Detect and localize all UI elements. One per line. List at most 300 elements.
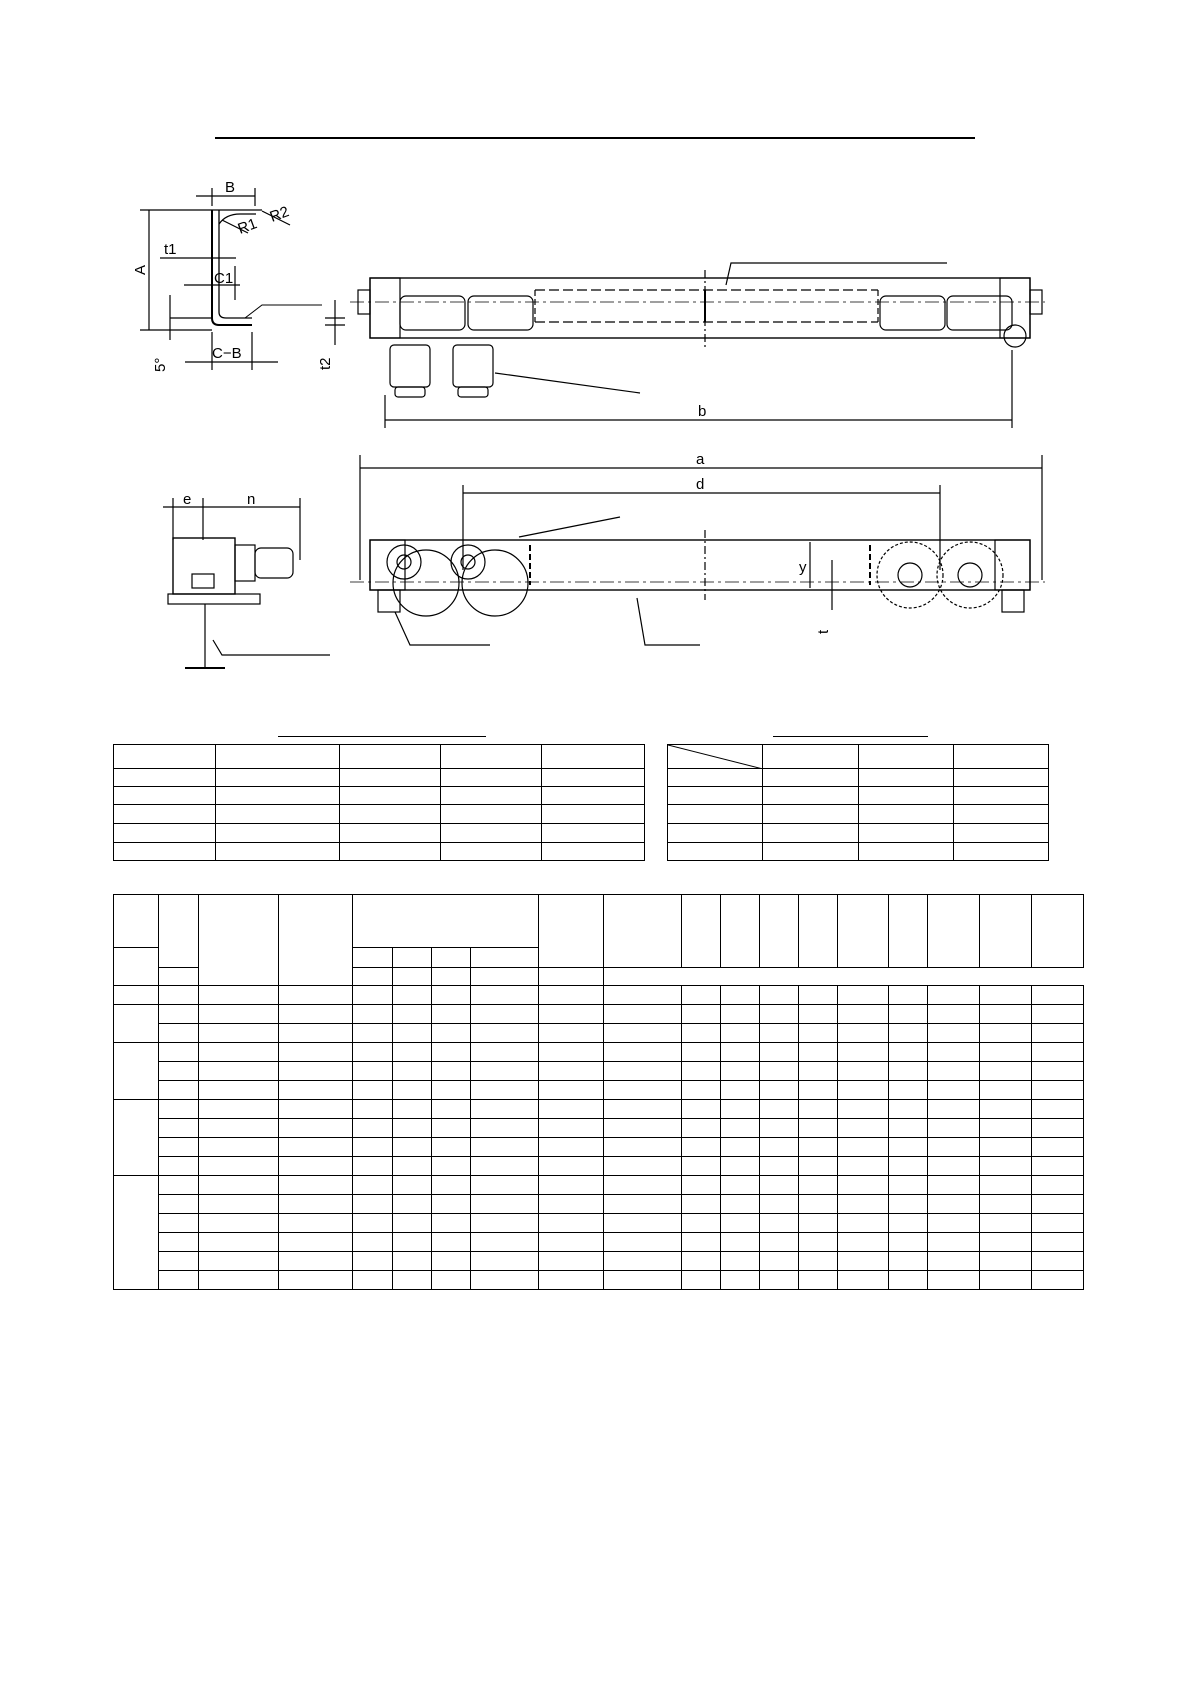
table-cell xyxy=(763,843,859,861)
table-cell xyxy=(838,1195,888,1214)
table-cell xyxy=(279,1062,353,1081)
table-cell xyxy=(799,1195,838,1214)
table-cell xyxy=(431,1176,470,1195)
table-cell xyxy=(353,1176,392,1195)
table-cell xyxy=(760,1100,799,1119)
table-cell xyxy=(340,843,441,861)
table-cell xyxy=(760,986,799,1005)
table-cell xyxy=(392,948,431,968)
left-spec-table xyxy=(113,744,645,861)
table-cell xyxy=(159,1043,199,1062)
table-cell xyxy=(799,986,838,1005)
table-cell xyxy=(441,745,542,769)
table-cell xyxy=(799,1138,838,1157)
table-cell xyxy=(1031,1138,1083,1157)
table-cell xyxy=(721,1119,760,1138)
table-cell xyxy=(838,1081,888,1100)
table-cell xyxy=(979,1043,1031,1062)
table-cell xyxy=(470,1176,538,1195)
table-cell xyxy=(470,1252,538,1271)
table-cell xyxy=(682,1195,721,1214)
table-cell xyxy=(682,1100,721,1119)
table-cell xyxy=(538,1005,603,1024)
table-cell xyxy=(927,1252,979,1271)
technical-drawing xyxy=(0,0,1191,700)
table-cell xyxy=(760,1233,799,1252)
table-cell xyxy=(159,968,199,986)
table-cell xyxy=(392,1081,431,1100)
label-d: d xyxy=(696,476,705,493)
table-cell xyxy=(538,968,603,986)
table-cell xyxy=(799,1271,838,1290)
table-cell xyxy=(888,1024,927,1043)
table-cell xyxy=(760,1252,799,1271)
table-cell xyxy=(682,1005,721,1024)
table-cell xyxy=(470,1062,538,1081)
table-cell xyxy=(159,1157,199,1176)
label-t: t xyxy=(815,629,832,634)
table-cell xyxy=(927,986,979,1005)
table-cell xyxy=(279,1119,353,1138)
table-cell xyxy=(668,787,763,805)
table-cell xyxy=(340,787,441,805)
table-cell xyxy=(199,1119,279,1138)
table-cell xyxy=(603,1081,681,1100)
table-cell xyxy=(441,824,542,843)
table-cell xyxy=(721,1024,760,1043)
table-cell xyxy=(114,1005,159,1043)
table-cell xyxy=(159,1081,199,1100)
table-cell xyxy=(470,1100,538,1119)
table-cell xyxy=(216,805,340,824)
right-spec-table xyxy=(667,744,1049,861)
table-cell xyxy=(1031,1233,1083,1252)
label-C-minus-B: C−B xyxy=(212,345,242,362)
table-cell xyxy=(114,805,216,824)
table-cell xyxy=(340,769,441,787)
table-row xyxy=(114,1214,1084,1233)
table-cell xyxy=(760,1157,799,1176)
table-cell xyxy=(888,1271,927,1290)
table-cell xyxy=(538,1214,603,1233)
table-cell xyxy=(340,824,441,843)
table-cell xyxy=(763,824,859,843)
table-cell xyxy=(1031,1024,1083,1043)
table-cell xyxy=(721,1252,760,1271)
table-cell xyxy=(763,805,859,824)
table-cell xyxy=(838,1176,888,1195)
table-cell xyxy=(114,1043,159,1100)
table-cell xyxy=(159,1176,199,1195)
table-row xyxy=(114,1043,1084,1062)
table-row xyxy=(114,1005,1084,1024)
table-cell xyxy=(159,1100,199,1119)
table-cell xyxy=(1031,1005,1083,1024)
table-cell xyxy=(1031,1271,1083,1290)
table-cell xyxy=(838,1024,888,1043)
table-cell xyxy=(542,824,645,843)
table-cell xyxy=(682,1157,721,1176)
table-cell xyxy=(199,1271,279,1290)
table-cell xyxy=(603,1024,681,1043)
table-cell xyxy=(431,986,470,1005)
table-cell xyxy=(954,805,1049,824)
table-cell xyxy=(542,787,645,805)
table-cell xyxy=(979,1138,1031,1157)
table-cell xyxy=(159,895,199,968)
table-cell xyxy=(114,986,159,1005)
table-cell xyxy=(888,1252,927,1271)
table-cell xyxy=(199,1157,279,1176)
table-cell xyxy=(279,1138,353,1157)
table-cell xyxy=(431,948,470,968)
table-cell xyxy=(838,1233,888,1252)
table-cell xyxy=(431,1062,470,1081)
table-cell xyxy=(353,1214,392,1233)
table-cell xyxy=(927,1100,979,1119)
table-cell xyxy=(199,1214,279,1233)
table-cell xyxy=(760,895,799,968)
table-cell xyxy=(431,1100,470,1119)
table-row xyxy=(114,1100,1084,1119)
diagonal-header-cell xyxy=(668,745,763,769)
table-cell xyxy=(927,1271,979,1290)
table-cell xyxy=(888,1138,927,1157)
table-cell xyxy=(721,1176,760,1195)
table-cell xyxy=(159,1024,199,1043)
table-cell xyxy=(721,986,760,1005)
table-cell xyxy=(979,1062,1031,1081)
table-row xyxy=(114,986,1084,1005)
table-cell xyxy=(954,769,1049,787)
table-cell xyxy=(199,1024,279,1043)
table-cell xyxy=(603,1062,681,1081)
table-cell xyxy=(199,1176,279,1195)
table-cell xyxy=(859,769,954,787)
table-cell xyxy=(159,1119,199,1138)
table-cell xyxy=(431,1024,470,1043)
table-cell xyxy=(431,968,470,986)
table-cell xyxy=(538,1081,603,1100)
table-cell xyxy=(392,1271,431,1290)
table-cell xyxy=(888,986,927,1005)
table-cell xyxy=(199,1005,279,1024)
table-cell xyxy=(431,1271,470,1290)
table-cell xyxy=(603,1138,681,1157)
table-cell xyxy=(838,1252,888,1271)
table-cell xyxy=(353,1252,392,1271)
table-cell xyxy=(603,1157,681,1176)
table-header-row xyxy=(114,895,1084,948)
table-cell xyxy=(760,1271,799,1290)
table-cell xyxy=(353,1138,392,1157)
table-cell xyxy=(888,1062,927,1081)
table-cell xyxy=(538,1119,603,1138)
table-cell xyxy=(603,1233,681,1252)
table-cell xyxy=(542,843,645,861)
table-cell xyxy=(470,1024,538,1043)
table-cell xyxy=(682,1271,721,1290)
table-row xyxy=(114,1176,1084,1195)
table-cell xyxy=(1031,1081,1083,1100)
table-cell xyxy=(799,1176,838,1195)
table-cell xyxy=(353,1119,392,1138)
table-cell xyxy=(441,843,542,861)
table-cell xyxy=(470,1005,538,1024)
table-cell xyxy=(392,1176,431,1195)
table-cell xyxy=(838,1043,888,1062)
table-row xyxy=(114,1233,1084,1252)
table-cell xyxy=(470,1081,538,1100)
table-cell xyxy=(159,1271,199,1290)
table-cell xyxy=(721,895,760,968)
table-cell xyxy=(199,1233,279,1252)
table-cell xyxy=(979,1195,1031,1214)
channel-cross-section xyxy=(140,188,345,370)
table-cell xyxy=(1031,1195,1083,1214)
diagonal-line xyxy=(668,745,763,769)
table-cell xyxy=(159,1195,199,1214)
table-cell xyxy=(799,1081,838,1100)
label-y: y xyxy=(799,559,807,576)
table-cell xyxy=(888,1157,927,1176)
table-cell xyxy=(159,1214,199,1233)
table-cell xyxy=(353,1062,392,1081)
table-cell xyxy=(668,769,763,787)
table-cell xyxy=(392,1062,431,1081)
table-cell xyxy=(859,745,954,769)
table-cell xyxy=(979,1176,1031,1195)
table-cell xyxy=(470,1214,538,1233)
table-cell xyxy=(392,1252,431,1271)
table-cell xyxy=(603,1100,681,1119)
table-cell xyxy=(538,1138,603,1157)
table-cell xyxy=(603,1119,681,1138)
table-cell xyxy=(838,1062,888,1081)
table-cell xyxy=(114,1176,159,1290)
table-cell xyxy=(682,1176,721,1195)
table-cell xyxy=(859,843,954,861)
table-cell xyxy=(927,1005,979,1024)
table-cell xyxy=(279,1195,353,1214)
label-5-deg: 5° xyxy=(152,357,169,372)
table-cell xyxy=(431,1138,470,1157)
motor-end-view xyxy=(163,498,330,668)
table-cell xyxy=(763,745,859,769)
table-cell xyxy=(353,1233,392,1252)
table-cell xyxy=(353,968,392,986)
table-cell xyxy=(838,1214,888,1233)
table-cell xyxy=(721,1081,760,1100)
table-cell xyxy=(799,1214,838,1233)
table-row xyxy=(114,1119,1084,1138)
table-cell xyxy=(441,805,542,824)
table-cell xyxy=(199,1138,279,1157)
table-cell xyxy=(888,1214,927,1233)
table-cell xyxy=(838,895,888,968)
table-cell xyxy=(1031,1100,1083,1119)
table-cell xyxy=(682,1119,721,1138)
table-cell xyxy=(392,1024,431,1043)
table-cell xyxy=(392,1119,431,1138)
table-cell xyxy=(760,1081,799,1100)
table-cell xyxy=(799,1024,838,1043)
table-cell xyxy=(538,1100,603,1119)
table-cell xyxy=(114,769,216,787)
table-cell xyxy=(216,843,340,861)
table-cell xyxy=(603,1252,681,1271)
table-cell xyxy=(1031,1119,1083,1138)
table-cell xyxy=(979,1100,1031,1119)
table-cell xyxy=(927,1119,979,1138)
table-cell xyxy=(1031,1214,1083,1233)
table-cell xyxy=(760,1119,799,1138)
table-cell xyxy=(431,1195,470,1214)
table-cell xyxy=(392,1214,431,1233)
table-cell xyxy=(603,1005,681,1024)
table-cell xyxy=(927,1233,979,1252)
table-cell xyxy=(927,1157,979,1176)
table-cell xyxy=(1031,1176,1083,1195)
table-cell xyxy=(838,1271,888,1290)
table-cell xyxy=(538,895,603,968)
table-cell xyxy=(888,1043,927,1062)
table-cell xyxy=(431,1233,470,1252)
table-cell xyxy=(392,968,431,986)
table-cell xyxy=(603,1271,681,1290)
table-cell xyxy=(199,895,279,986)
table-row xyxy=(114,1024,1084,1043)
table-row xyxy=(114,1138,1084,1157)
table-cell xyxy=(760,1195,799,1214)
table-row xyxy=(114,1271,1084,1290)
table-cell xyxy=(353,1005,392,1024)
table-cell xyxy=(888,895,927,968)
table-cell xyxy=(979,1005,1031,1024)
table-cell xyxy=(1031,895,1083,968)
table-cell xyxy=(538,1233,603,1252)
table-cell xyxy=(431,1252,470,1271)
table-cell xyxy=(760,1024,799,1043)
table-cell xyxy=(114,843,216,861)
table-cell xyxy=(721,1005,760,1024)
table-cell xyxy=(392,1100,431,1119)
table-cell xyxy=(353,1081,392,1100)
table-cell xyxy=(682,1043,721,1062)
table-cell xyxy=(199,1100,279,1119)
table-cell xyxy=(603,1043,681,1062)
table-cell xyxy=(538,1176,603,1195)
table-cell xyxy=(431,1157,470,1176)
table-cell xyxy=(279,1233,353,1252)
table-cell xyxy=(838,1005,888,1024)
table-cell xyxy=(979,1081,1031,1100)
table-cell xyxy=(603,895,681,968)
table-cell xyxy=(763,787,859,805)
table-cell xyxy=(159,1233,199,1252)
table-cell xyxy=(838,986,888,1005)
table-cell xyxy=(431,1005,470,1024)
table-cell xyxy=(799,1100,838,1119)
table-cell xyxy=(721,1214,760,1233)
table-cell xyxy=(114,745,216,769)
table-cell xyxy=(279,1081,353,1100)
table-cell xyxy=(542,769,645,787)
table-cell xyxy=(353,1024,392,1043)
table-cell xyxy=(216,745,340,769)
table-cell xyxy=(199,986,279,1005)
table-cell xyxy=(538,1024,603,1043)
table-cell xyxy=(979,1119,1031,1138)
label-R2: R2 xyxy=(267,203,292,226)
table-cell xyxy=(603,1214,681,1233)
table-cell xyxy=(721,1157,760,1176)
table-cell xyxy=(954,745,1049,769)
table-cell xyxy=(888,1081,927,1100)
table-cell xyxy=(682,1062,721,1081)
table-cell xyxy=(888,1233,927,1252)
table-cell xyxy=(199,1252,279,1271)
table-cell xyxy=(1031,986,1083,1005)
table-cell xyxy=(721,1271,760,1290)
table-cell xyxy=(199,1062,279,1081)
label-R1: R1 xyxy=(235,215,260,238)
table-cell xyxy=(353,1157,392,1176)
table-cell xyxy=(159,1138,199,1157)
table-cell xyxy=(199,1195,279,1214)
table-cell xyxy=(760,1176,799,1195)
table-cell xyxy=(538,1043,603,1062)
table-cell xyxy=(799,1157,838,1176)
table-cell xyxy=(668,805,763,824)
table-cell xyxy=(979,1233,1031,1252)
table-cell xyxy=(538,1252,603,1271)
table-cell xyxy=(682,1138,721,1157)
label-b: b xyxy=(698,403,707,420)
table-cell xyxy=(927,1062,979,1081)
table-cell xyxy=(353,1100,392,1119)
table-cell xyxy=(441,787,542,805)
table-cell xyxy=(838,1157,888,1176)
label-e: e xyxy=(183,491,192,508)
table-cell xyxy=(1031,1157,1083,1176)
table-cell xyxy=(392,986,431,1005)
table-cell xyxy=(279,1214,353,1233)
table-cell xyxy=(114,787,216,805)
table-cell xyxy=(927,1081,979,1100)
table-cell xyxy=(279,1157,353,1176)
table-cell xyxy=(199,1081,279,1100)
table-cell xyxy=(392,1043,431,1062)
table-cell xyxy=(927,1024,979,1043)
table-cell xyxy=(682,986,721,1005)
table-cell xyxy=(760,1214,799,1233)
table-cell xyxy=(760,1138,799,1157)
table-cell xyxy=(888,1176,927,1195)
table-cell xyxy=(353,1195,392,1214)
table-cell xyxy=(888,1119,927,1138)
table-cell xyxy=(760,1043,799,1062)
table-cell xyxy=(1031,1062,1083,1081)
table-cell xyxy=(538,1271,603,1290)
table-cell xyxy=(470,968,538,986)
table-cell xyxy=(353,948,392,968)
table-cell xyxy=(279,1271,353,1290)
table-cell xyxy=(353,1271,392,1290)
table-cell xyxy=(838,1119,888,1138)
table-cell xyxy=(799,1062,838,1081)
table-cell xyxy=(279,1100,353,1119)
